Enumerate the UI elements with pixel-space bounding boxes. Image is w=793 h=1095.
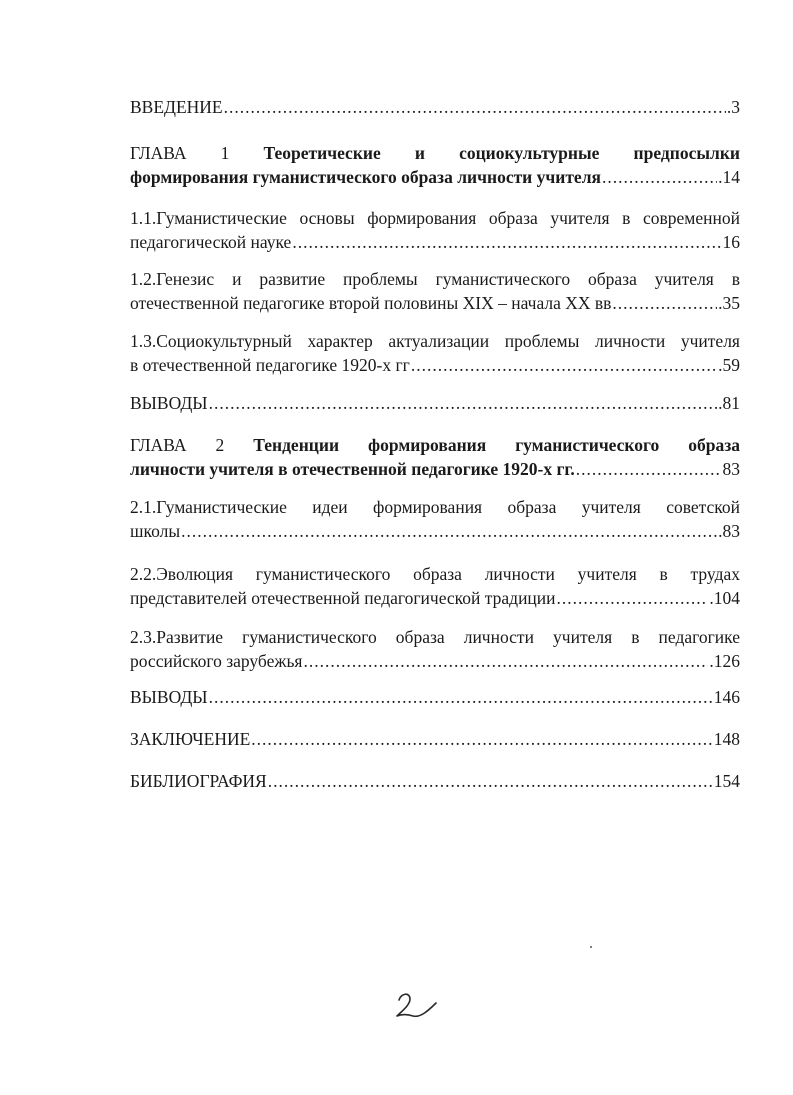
toc-entry-bibliography [130, 769, 740, 793]
section-title-line: 2.1.Гуманистические идеи формирования образа учителя советской [130, 497, 740, 517]
toc-entry-conclusions-2 [130, 685, 740, 709]
chapter-number: 2 [215, 435, 225, 455]
dot-leader [576, 457, 722, 481]
toc-entry-chapter-2 [130, 433, 740, 481]
dot-leader [181, 519, 717, 543]
toc-entry-title: ВЫВОДЫ [130, 687, 208, 707]
dot-leader [557, 586, 709, 610]
toc-entry-page: 154 [713, 771, 740, 791]
section-title-continuation: в отечественной педагогике 1920-х гг [130, 355, 410, 375]
dot-leader [209, 391, 718, 415]
handwritten-page-number [393, 990, 439, 1020]
chapter-label: ГЛАВА [130, 143, 187, 163]
dot-leader [251, 727, 712, 751]
toc-entry-page: .83 [718, 521, 740, 541]
toc-entry-page: 146 [713, 687, 740, 707]
section-title-continuation: педагогической науке [130, 232, 292, 252]
chapter-title-line [130, 433, 740, 457]
chapter-title-word: Тенденции [253, 435, 340, 455]
toc-entry-page: .104 [709, 588, 740, 608]
toc-entry-section-2-2 [130, 562, 740, 610]
toc-entry-page: .14 [718, 167, 740, 187]
scan-speck [590, 946, 592, 948]
chapter-title-word: социокультурные [459, 143, 600, 163]
section-title-continuation: представителей отечественной педагогической традиции [130, 588, 556, 608]
toc-entry-page: .59 [718, 355, 740, 375]
dot-leader [224, 95, 726, 119]
chapter-number: 1 [220, 143, 230, 163]
chapter-title-continuation: формирования гуманистического образа личности учителя [130, 167, 601, 187]
toc-entry-section-1-3 [130, 329, 740, 377]
section-title-continuation: отечественной педагогике второй половины XIX – начала XX вв [130, 293, 612, 313]
chapter-title-word: и [414, 143, 425, 163]
section-title-line: 1.2.Генезис и развитие проблемы гуманистического образа учителя в [130, 269, 740, 289]
chapter-title-line [130, 141, 740, 165]
section-title-line: 2.2.Эволюция гуманистического образа личности учителя в трудах [130, 564, 740, 584]
dot-leader [411, 353, 717, 377]
toc-entry-chapter-1 [130, 141, 740, 189]
section-title-line: 1.1.Гуманистические основы формирования образа учителя в современной [130, 208, 740, 228]
toc-entry-page: 83 [722, 459, 740, 479]
toc-entry-section-1-2 [130, 267, 740, 315]
toc-entry-title: ВВЕДЕНИЕ [130, 97, 223, 117]
toc-entry-intro [130, 95, 740, 119]
dot-leader [303, 649, 708, 673]
section-title-line: 2.3.Развитие гуманистического образа личности учителя в педагогике [130, 627, 740, 647]
section-title-line: 1.3.Социокультурный характер актуализации проблемы личности учителя [130, 331, 740, 351]
toc-entry-section-2-3 [130, 625, 740, 673]
chapter-title-word: Теоретические [263, 143, 381, 163]
chapter-title-word: предпосылки [633, 143, 740, 163]
toc-entry-page: 16 [722, 232, 740, 252]
chapter-title-word: формирования [368, 435, 487, 455]
dot-leader [268, 769, 713, 793]
chapter-title-word: образа [688, 435, 740, 455]
dot-leader [292, 230, 721, 254]
dot-leader [612, 291, 717, 315]
toc-entry-title: ЗАКЛЮЧЕНИЕ [130, 729, 251, 749]
toc-entry-section-1-1 [130, 206, 740, 254]
chapter-label: ГЛАВА [130, 435, 187, 455]
toc-entry-page: .35 [718, 293, 740, 313]
toc-entry-page: 148 [713, 729, 740, 749]
toc-entry-title: БИБЛИОГРАФИЯ [130, 771, 267, 791]
toc-entry-page: .3 [726, 97, 740, 117]
toc-entry-section-2-1 [130, 495, 740, 543]
toc-entry-page: .81 [718, 393, 740, 413]
dot-leader [602, 165, 717, 189]
section-title-continuation: школы [130, 521, 181, 541]
section-title-continuation: российского зарубежья [130, 651, 303, 671]
chapter-title-word: гуманистического [515, 435, 660, 455]
toc-entry-conclusion [130, 727, 740, 751]
dot-leader [209, 685, 713, 709]
toc-entry-title: ВЫВОДЫ [130, 393, 208, 413]
toc-entry-page: .126 [709, 651, 740, 671]
toc-entry-conclusions-1 [130, 391, 740, 415]
chapter-title-continuation: личности учителя в отечественной педагогике 1920-х гг. [130, 459, 575, 479]
